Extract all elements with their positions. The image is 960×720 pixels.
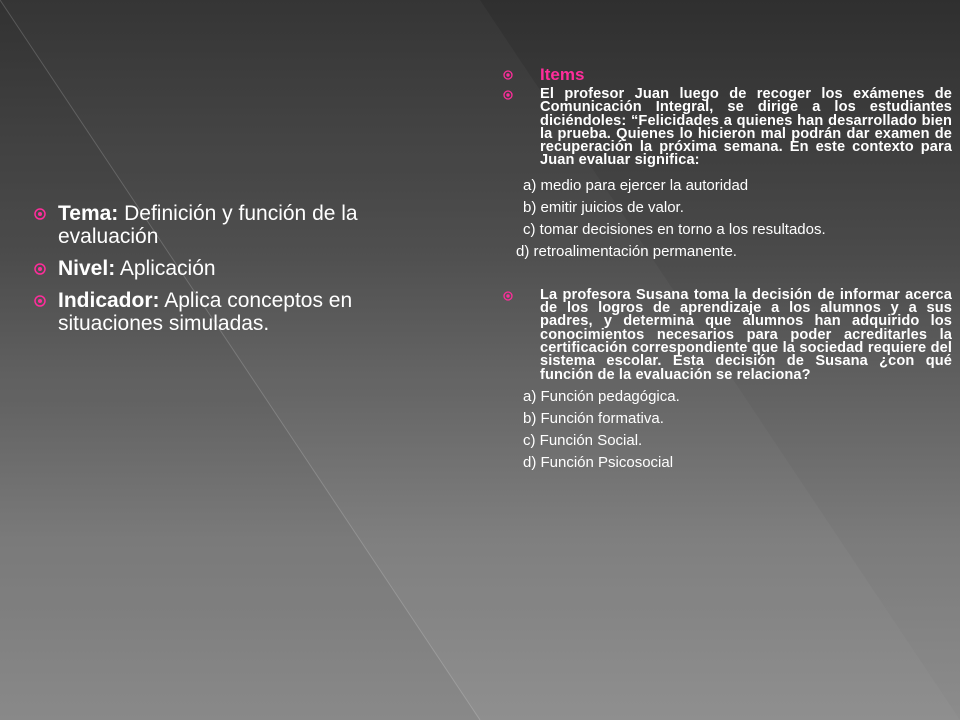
question-2-option-b: b) Función formativa. [523,409,664,427]
circle-dot-bullet-icon [34,295,46,307]
question-1-option-b: b) emitir juicios de valor. [523,198,684,216]
question-1-option-c: c) tomar decisiones en torno a los resultados. [523,220,826,238]
circle-dot-bullet-icon [503,90,513,100]
tema-label: Tema: [58,202,119,225]
circle-dot-bullet-icon [503,70,513,80]
question-2-options [500,386,952,474]
topic-item-indicador [32,289,402,335]
indicador-label: Indicador: [58,289,160,312]
circle-dot-bullet-icon [34,263,46,275]
question-1-options [500,175,952,263]
question-2 [500,286,952,383]
indicador-text: Aplica conceptos en situaciones simuladas. [58,289,353,335]
nivel-label: Nivel: [58,257,116,280]
question-1 [500,88,952,168]
nivel-text: Aplicación [115,257,216,280]
topic-item-nivel [32,257,402,280]
circle-dot-bullet-icon [503,291,513,301]
circle-dot-bullet-icon [34,208,46,220]
items-section [500,64,952,474]
items-title-text: Items [540,65,585,84]
topic-item-tema [32,202,402,248]
question-2-option-d: d) Función Psicosocial [523,453,674,471]
question-2-text: La profesora Susana toma la decisión de informar acerca de los logros de aprendizaje a los alumnos y a sus padres, y determina que alumnos han adquirido los conocimientos necesarios para poder acreditarles la certificación correspondiente que la sociedad requiere del sistema escolar. Esta decisión de Susana ¿con qué función de la evaluación se relaciona? [540,286,952,383]
question-2-option-c: c) Función Social. [523,431,643,449]
question-1-option-a: a) medio para ejercer la autoridad [523,176,749,194]
items-title [500,64,952,86]
question-1-text: El profesor Juan luego de recoger los exámenes de Comunicación Integral, se dirige a los estudiantes diciéndoles: “Felicidades a quienes han desarrollado bien la prueba. Quienes lo hicieron mal podrán dar examen de recuperación la próxima semana. En este contexto para Juan evaluar significa: [540,86,952,169]
topic-list [32,202,402,344]
question-2-option-a: a) Función pedagógica. [523,387,680,405]
tema-text: Definición y función de la evaluación [58,202,358,248]
question-1-option-d: d) retroalimentación permanente. [516,242,737,260]
